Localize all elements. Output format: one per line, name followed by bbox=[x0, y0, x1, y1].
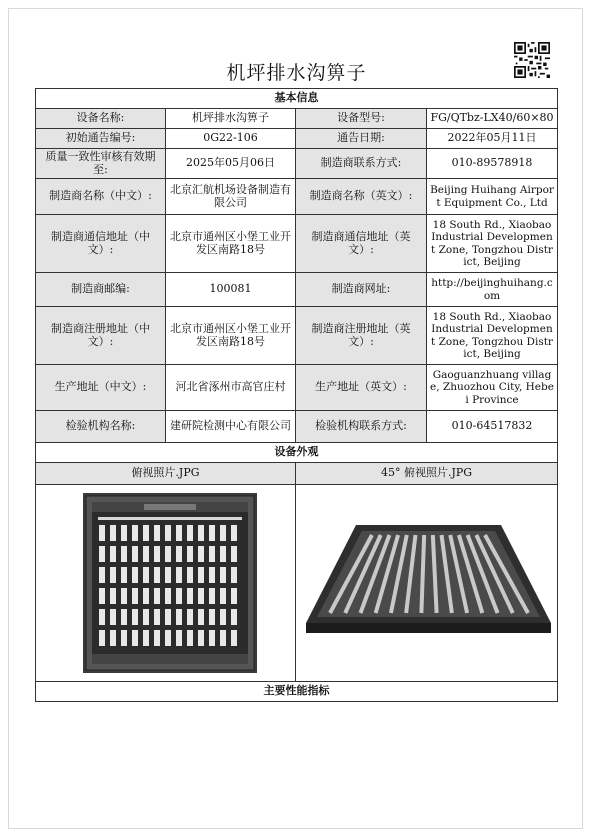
section-appearance: 设备外观 bbox=[36, 443, 558, 463]
label-validity: 质量一致性审核有效期至: bbox=[36, 149, 166, 179]
label-mail-address-cn: 制造商通信地址（中文）: bbox=[36, 215, 166, 273]
table-row bbox=[36, 109, 558, 129]
label-postcode: 制造商邮编: bbox=[36, 273, 166, 307]
table-row bbox=[36, 365, 558, 411]
photo-caption-angle-view: 45° 俯视照片.JPG bbox=[296, 463, 558, 485]
table-row bbox=[36, 463, 558, 485]
value-mail-address-cn: 北京市通州区小堡工业开发区南路18号 bbox=[166, 215, 296, 273]
label-manufacturer-cn: 制造商名称（中文）: bbox=[36, 179, 166, 215]
value-manufacturer-en: Beijing Huihang Airport Equipment Co., Ltd bbox=[427, 179, 558, 215]
label-device-model: 设备型号: bbox=[296, 109, 427, 129]
value-device-model: FG/QTbz-LX40/60×80 bbox=[427, 109, 558, 129]
value-website: http://beijinghuihang.com bbox=[427, 273, 558, 307]
table-row bbox=[36, 129, 558, 149]
value-postcode: 100081 bbox=[166, 273, 296, 307]
value-mail-address-en: 18 South Rd., Xiaobao Industrial Development Zone, Tongzhou District, Beijing bbox=[427, 215, 558, 273]
label-manufacturer-contact: 制造商联系方式: bbox=[296, 149, 427, 179]
section-basic-info: 基本信息 bbox=[36, 89, 558, 109]
photo-angle-view bbox=[296, 485, 558, 682]
grate-angle-view-image bbox=[296, 485, 558, 681]
photo-top-view bbox=[36, 485, 296, 682]
value-reg-address-en: 18 South Rd., Xiaobao Industrial Development Zone, Tongzhou District, Beijing bbox=[427, 307, 558, 365]
value-manufacturer-contact: 010-89578918 bbox=[427, 149, 558, 179]
grate-top-view-image bbox=[36, 485, 296, 681]
table-row bbox=[36, 215, 558, 273]
label-manufacturer-en: 制造商名称（英文）: bbox=[296, 179, 427, 215]
label-production-en: 生产地址（英文）: bbox=[296, 365, 427, 411]
label-inspection-org: 检验机构名称: bbox=[36, 411, 166, 443]
label-inspection-contact: 检验机构联系方式: bbox=[296, 411, 427, 443]
value-manufacturer-cn: 北京汇航机场设备制造有限公司 bbox=[166, 179, 296, 215]
label-reg-address-en: 制造商注册地址（英文）: bbox=[296, 307, 427, 365]
value-validity: 2025年05月06日 bbox=[166, 149, 296, 179]
photo-caption-top-view: 俯视照片.JPG bbox=[36, 463, 296, 485]
info-table bbox=[35, 88, 558, 702]
value-reg-address-cn: 北京市通州区小堡工业开发区南路18号 bbox=[166, 307, 296, 365]
value-inspection-contact: 010-64517832 bbox=[427, 411, 558, 443]
label-notice-date: 通告日期: bbox=[296, 129, 427, 149]
value-inspection-org: 建研院检测中心有限公司 bbox=[166, 411, 296, 443]
table-row bbox=[36, 485, 558, 682]
section-performance: 主要性能指标 bbox=[36, 682, 558, 702]
value-production-en: Gaoguanzhuang village, Zhuozhou City, Hebei Province bbox=[427, 365, 558, 411]
label-notice-number: 初始通告编号: bbox=[36, 129, 166, 149]
label-reg-address-cn: 制造商注册地址（中文）: bbox=[36, 307, 166, 365]
table-row bbox=[36, 149, 558, 179]
label-website: 制造商网址: bbox=[296, 273, 427, 307]
table-row bbox=[36, 411, 558, 443]
label-device-name: 设备名称: bbox=[36, 109, 166, 129]
value-production-cn: 河北省涿州市高官庄村 bbox=[166, 365, 296, 411]
label-mail-address-en: 制造商通信地址（英文）: bbox=[296, 215, 427, 273]
value-notice-number: 0G22-106 bbox=[166, 129, 296, 149]
value-device-name: 机坪排水沟箅子 bbox=[166, 109, 296, 129]
value-notice-date: 2022年05月11日 bbox=[427, 129, 558, 149]
table-row bbox=[36, 179, 558, 215]
page-title: 机坪排水沟箅子 bbox=[226, 62, 367, 84]
table-row bbox=[36, 307, 558, 365]
table-row bbox=[36, 273, 558, 307]
label-production-cn: 生产地址（中文）: bbox=[36, 365, 166, 411]
